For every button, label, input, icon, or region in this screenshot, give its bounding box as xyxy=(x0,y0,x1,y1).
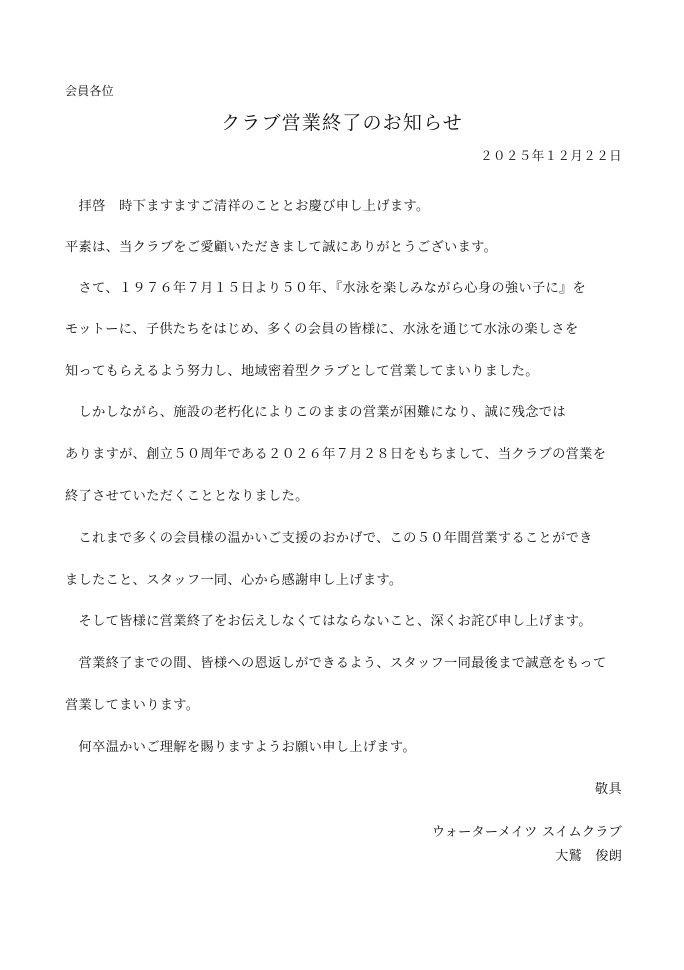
body-line-11: そして皆様に営業終了をお伝えしなくてはならないこと、深くお詫び申し上げます。 xyxy=(65,614,592,629)
body-line-14: 何卒温かいご理解を賜りますようお願い申し上げます。 xyxy=(65,740,416,755)
body-line-9: これまで多くの会員様の温かいご支援のおかげで、この５０年間営業することができ xyxy=(65,531,593,546)
body-line-7: ありますが、創立５０周年である２０２６年７月２８日をもちまして、当クラブの営業を xyxy=(65,447,607,462)
signature-organization: ウォーターメイツ スイムクラブ xyxy=(431,825,622,840)
closing-word: 敬具 xyxy=(594,782,622,797)
signature-name: 大鷲 俊朗 xyxy=(555,849,622,864)
body-line-13: 営業してまいります。 xyxy=(65,698,200,713)
addressee: 会員各位 xyxy=(65,84,114,98)
document-title: クラブ営業終了のお知らせ xyxy=(221,112,463,134)
body-line-6: しかしながら、施設の老朽化によりこのままの営業が困難になり、誠に残念では xyxy=(65,405,566,420)
body-line-8: 終了させていただくこととなりました。 xyxy=(65,489,309,504)
body-line-5: 知ってもらえるよう努力し、地域密着型クラブとして営業してまいりました。 xyxy=(65,364,539,379)
body-line-2: 平素は、当クラブをご愛顧いただきまして誠にありがとうございます。 xyxy=(65,240,498,255)
body-line-10: ましたこと、スタッフ一同、心から感謝申し上げます。 xyxy=(65,573,403,588)
document-date: ２０２５年１２月２２日 xyxy=(480,148,622,163)
body-line-12: 営業終了までの間、皆様への恩返しができるよう、スタッフ一同最後まで誠意をもって xyxy=(65,656,607,671)
body-line-4: モットーに、子供たちをはじめ、多くの会員の皆様に、水泳を通じて水泳の楽しさを xyxy=(65,322,579,337)
body-line-3: さて、１９７６年７月１５日より５０年、『水泳を楽しみながら心身の強い子に』を xyxy=(65,281,587,296)
body-line-1: 拝啓 時下ますますご清祥のこととお慶び申し上げます。 xyxy=(65,199,430,214)
